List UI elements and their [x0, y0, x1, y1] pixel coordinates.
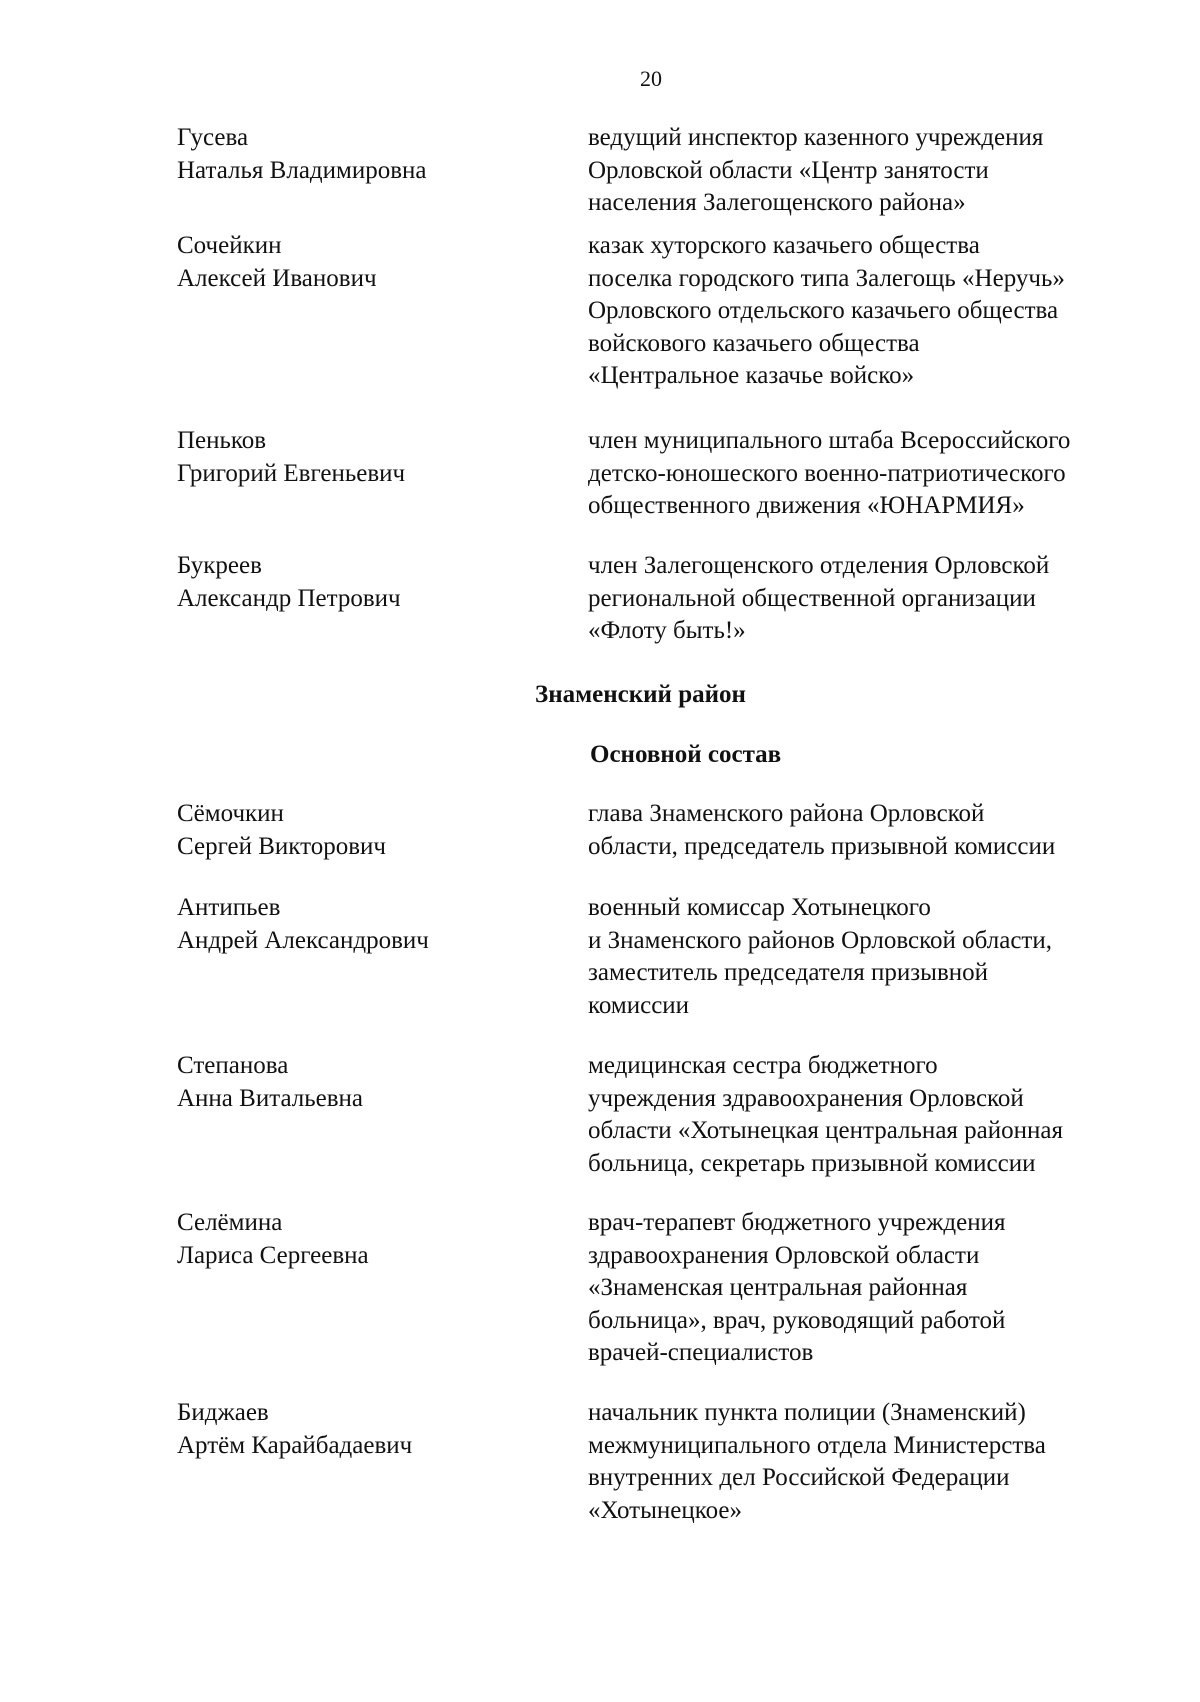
role-line: войскового казачьего общества	[588, 329, 920, 357]
role-line: заместитель председателя призывной	[588, 959, 988, 986]
member-role	[588, 798, 1168, 863]
member-role	[588, 122, 1168, 220]
role-line: Орловского отдельского казачьего общества	[588, 297, 1059, 324]
member-given-names: Сергей Викторович	[177, 832, 386, 860]
member-role	[588, 230, 1168, 393]
member-name	[177, 230, 537, 295]
member-surname: Букреев	[177, 552, 262, 579]
page-number-text: 20	[640, 66, 662, 91]
member-surname: Пеньков	[177, 427, 267, 454]
member-surname: Антипьев	[177, 894, 281, 921]
member-role	[588, 425, 1168, 523]
member-given-names: Александр Петрович	[177, 584, 401, 612]
member-role	[588, 1397, 1168, 1527]
member-name	[177, 550, 537, 615]
role-line: врач-терапевт бюджетного учреждения	[588, 1209, 1006, 1236]
role-line: член муниципального штаба Всероссийского	[588, 427, 1071, 454]
member-surname: Степанова	[177, 1052, 289, 1079]
member-given-names: Григорий Евгеньевич	[177, 459, 406, 487]
role-line: учреждения здравоохранения Орловской	[588, 1084, 1024, 1112]
member-given-names: Лариса Сергеевна	[177, 1241, 369, 1269]
role-line: глава Знаменского района Орловской	[588, 800, 985, 827]
role-line: области «Хотынецкая центральная районная	[588, 1117, 1063, 1144]
member-surname: Сочейкин	[177, 232, 282, 259]
section-heading: Знаменский район	[535, 681, 746, 708]
role-line: врачей-специалистов	[588, 1339, 814, 1366]
member-name	[177, 425, 537, 490]
role-line: член Залегощенского отделения Орловской	[588, 552, 1050, 579]
role-line: «Центральное казачье войско»	[588, 362, 915, 389]
role-line: Орловской области «Центр занятости	[588, 156, 989, 184]
member-name	[177, 1207, 537, 1272]
member-surname: Биджаев	[177, 1399, 269, 1426]
member-name	[177, 1050, 537, 1115]
role-line: «Знаменская центральная районная	[588, 1274, 968, 1301]
member-role	[588, 892, 1168, 1022]
role-line: комиссии	[588, 991, 690, 1019]
subsection-heading: Основной состав	[590, 741, 782, 768]
role-line: области, председатель призывной комиссии	[588, 832, 1056, 860]
member-given-names: Алексей Иванович	[177, 264, 377, 292]
role-line: внутренних дел Российской Федерации	[588, 1464, 1010, 1491]
member-surname: Селёмина	[177, 1209, 283, 1236]
role-line: здравоохранения Орловской области	[588, 1241, 980, 1269]
role-line: больница, секретарь призывной комиссии	[588, 1149, 1036, 1177]
member-role	[588, 550, 1168, 648]
role-line: казак хуторского казачьего общества	[588, 232, 980, 259]
member-surname: Сёмочкин	[177, 800, 284, 827]
role-line: детско-юношеского военно-патриотического	[588, 459, 1066, 487]
member-name	[177, 1397, 537, 1462]
role-line: межмуниципального отдела Министерства	[588, 1431, 1046, 1459]
member-given-names: Артём Карайбадаевич	[177, 1431, 413, 1459]
role-line: медицинская сестра бюджетного	[588, 1052, 938, 1079]
role-line: ведущий инспектор казенного учреждения	[588, 124, 1044, 151]
role-line: населения Залегощенского района»	[588, 189, 966, 216]
member-given-names: Андрей Александрович	[177, 926, 429, 954]
member-role	[588, 1207, 1168, 1370]
role-line: больница», врач, руководящий работой	[588, 1306, 1006, 1334]
role-line: «Хотынецкое»	[588, 1496, 743, 1524]
member-role	[588, 1050, 1168, 1180]
role-line: и Знаменского районов Орловской области,	[588, 926, 1052, 954]
member-surname: Гусева	[177, 124, 249, 151]
role-line: общественного движения «ЮНАРМИЯ»	[588, 492, 1025, 519]
role-line: военный комиссар Хотынецкого	[588, 894, 931, 921]
member-name	[177, 798, 537, 863]
member-name	[177, 892, 537, 957]
role-line: «Флоту быть!»	[588, 617, 746, 644]
role-line: начальник пункта полиции (Знаменский)	[588, 1399, 1026, 1426]
role-line: региональной общественной организации	[588, 584, 1036, 612]
role-line: поселка городского типа Залегощь «Неручь»	[588, 264, 1065, 292]
member-name	[177, 122, 537, 187]
member-given-names: Анна Витальевна	[177, 1084, 364, 1112]
member-given-names: Наталья Владимировна	[177, 156, 427, 184]
